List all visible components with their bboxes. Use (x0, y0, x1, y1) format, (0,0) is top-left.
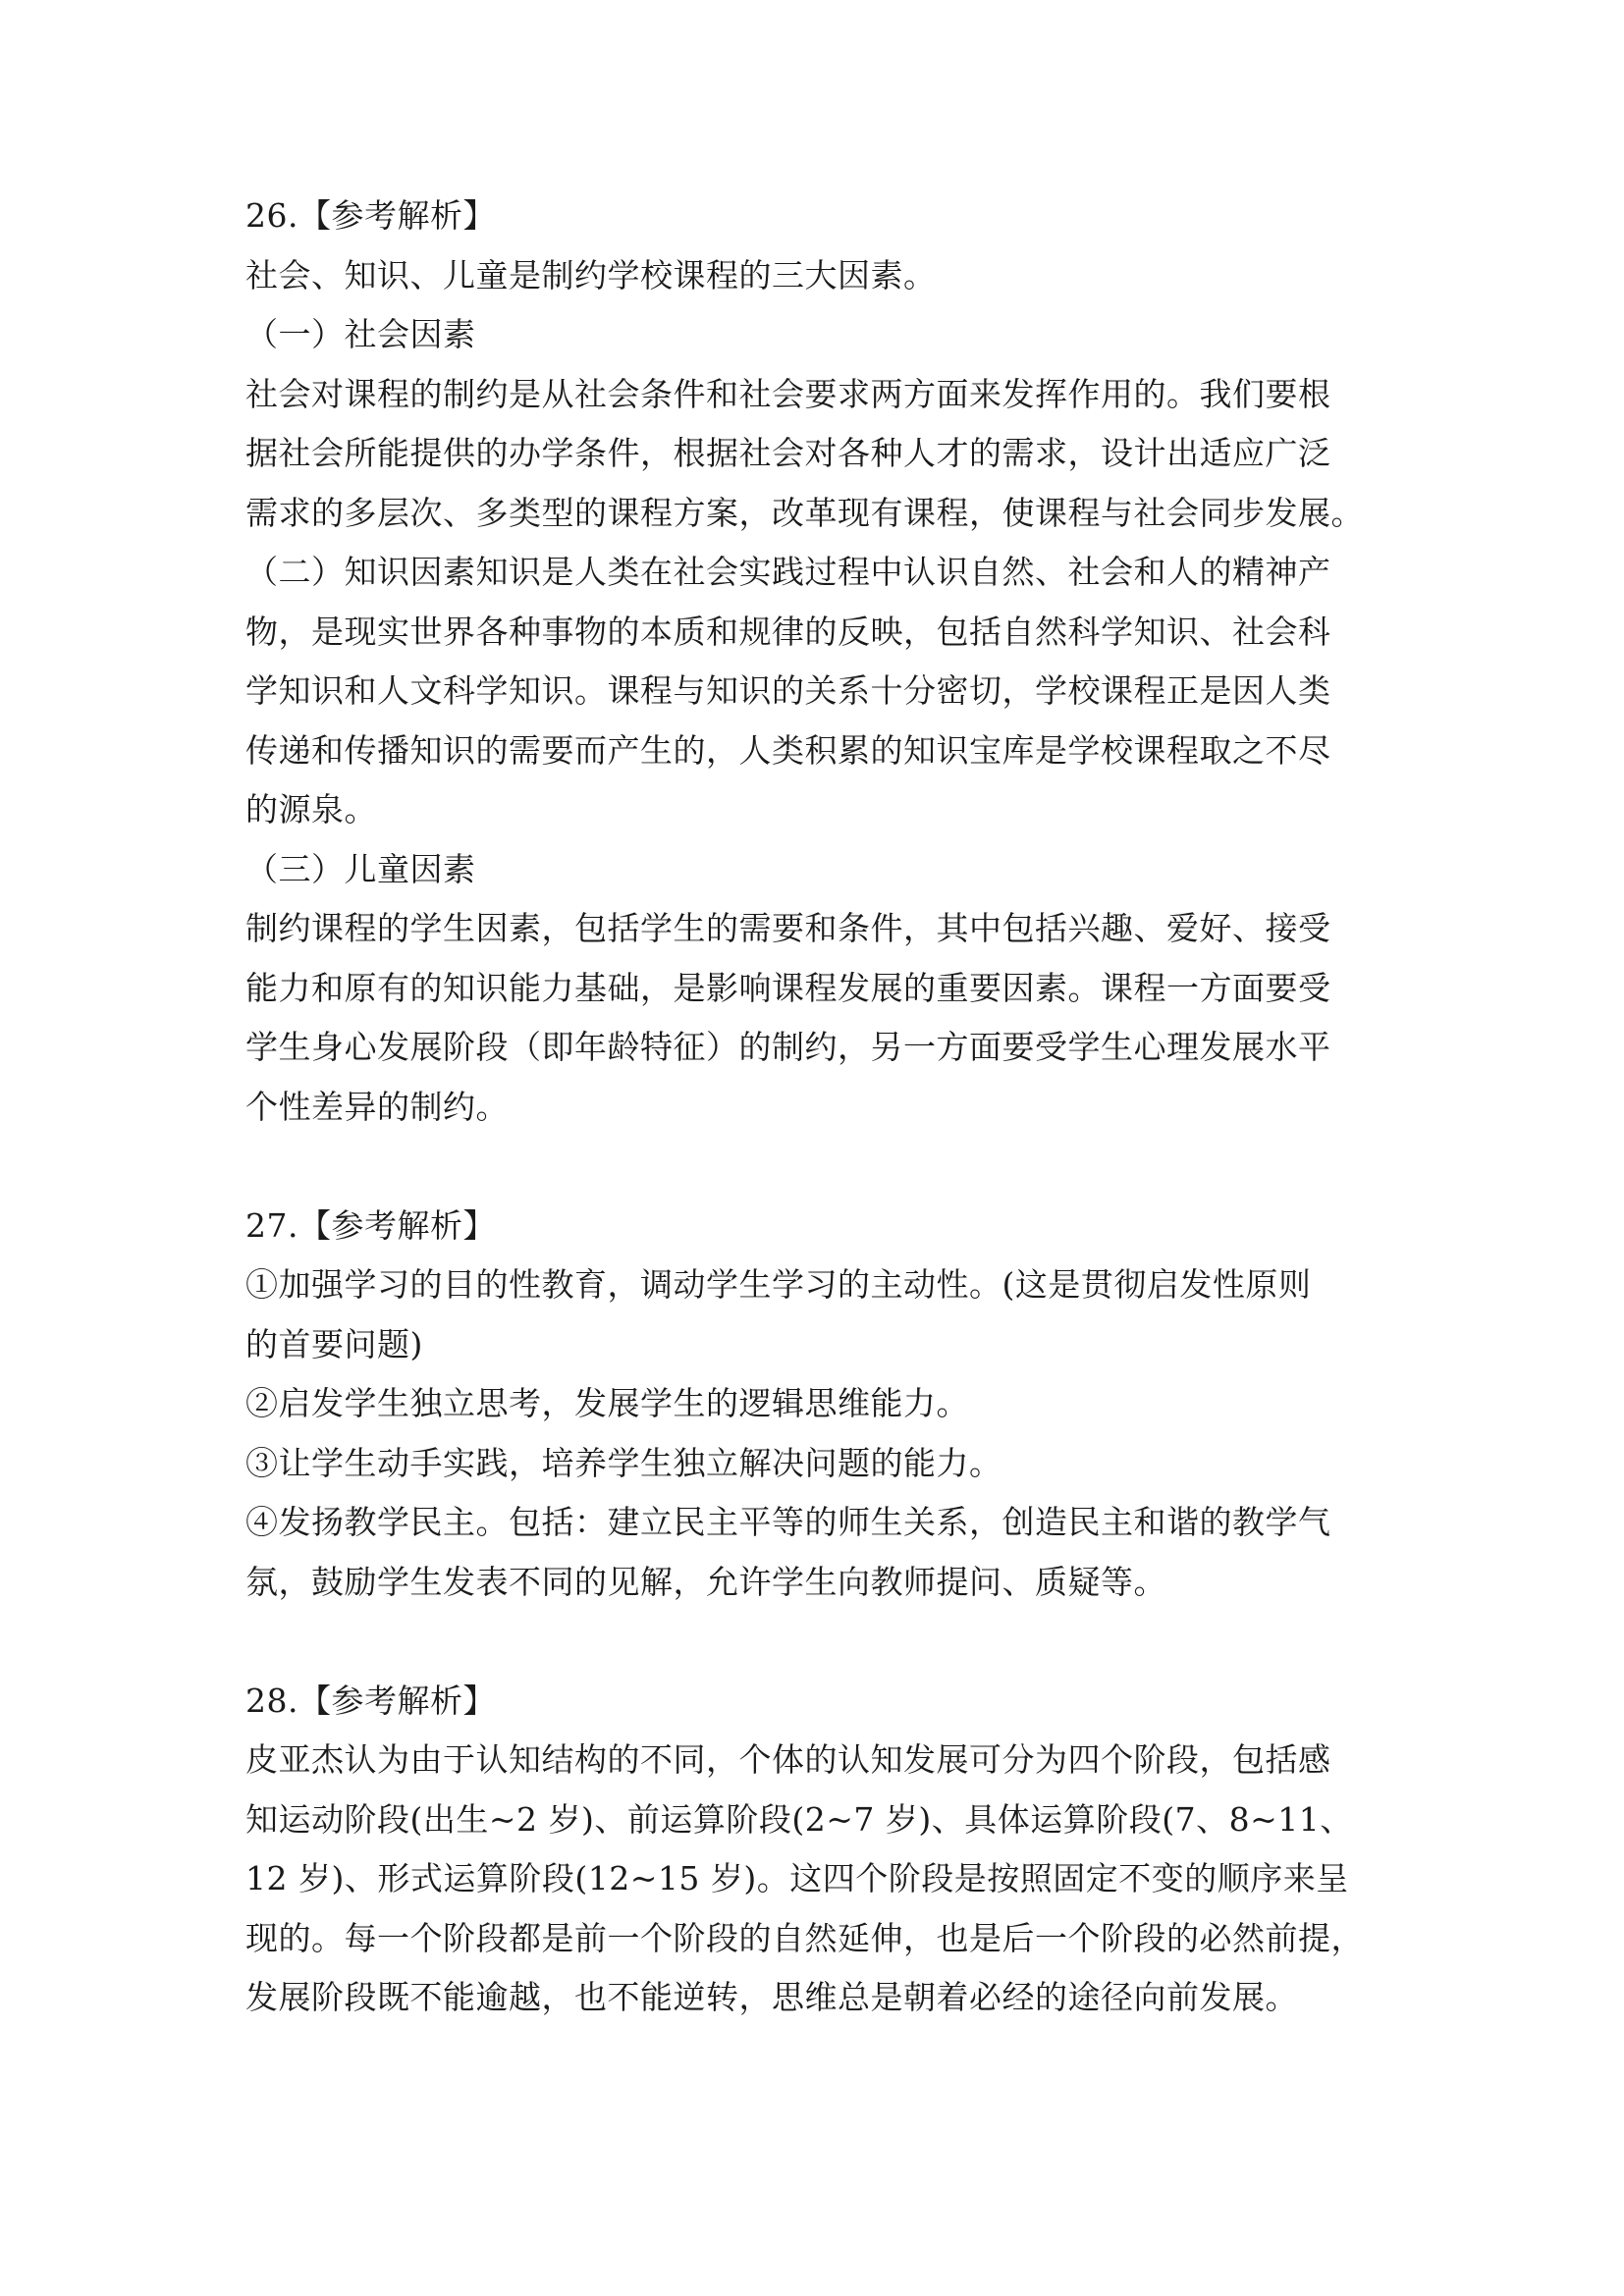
section-title: 26.【参考解析】 (245, 196, 496, 235)
paragraph-line: 12 岁)、形式运算阶段(12~15 岁)。这四个阶段是按照固定不变的顺序来呈 (245, 1859, 1349, 1897)
section-title: 27.【参考解析】 (245, 1205, 496, 1245)
paragraph-line: 氛，鼓励学生发表不同的见解，允许学生向教师提问、质疑等。 (245, 1562, 1166, 1601)
paragraph-line: 皮亚杰认为由于认知结构的不同，个体的认知发展可分为四个阶段，包括感 (245, 1740, 1331, 1779)
paragraph-line: 需求的多层次、多类型的课程方案，改革现有课程，使课程与社会同步发展。 (245, 493, 1364, 532)
paragraph-line: 能力和原有的知识能力基础，是影响课程发展的重要因素。课程一方面要受 (245, 968, 1331, 1007)
section-title: 28.【参考解析】 (245, 1681, 496, 1720)
paragraph-line: ③让学生动手实践，培养学生独立解决问题的能力。 (245, 1443, 1002, 1482)
paragraph-line: 学生身心发展阶段（即年龄特征）的制约，另一方面要受学生心理发展水平 (245, 1028, 1331, 1066)
paragraph-line: （三）儿童因素 (245, 849, 476, 888)
section-spacer (245, 1137, 1389, 1197)
paragraph-line: （一）社会因素 (245, 315, 476, 353)
paragraph-line: 学知识和人文科学知识。课程与知识的关系十分密切，学校课程正是因人类 (245, 671, 1331, 710)
paragraph-line: 的首要问题) (245, 1324, 423, 1363)
paragraph-line: 现的。每一个阶段都是前一个阶段的自然延伸，也是后一个阶段的必然前提， (245, 1918, 1364, 1957)
section-26 (245, 187, 1389, 1137)
paragraph-line: 据社会所能提供的办学条件，根据社会对各种人才的需求，设计出适应广泛 (245, 434, 1331, 472)
paragraph-line: 制约课程的学生因素，包括学生的需要和条件，其中包括兴趣、爱好、接受 (245, 909, 1331, 947)
paragraph-line: ①加强学习的目的性教育，调动学生学习的主动性。(这是贯彻启发性原则 (245, 1265, 1312, 1304)
paragraph-line: ④发扬教学民主。包括：建立民主平等的师生关系，创造民主和谐的教学气 (245, 1503, 1331, 1541)
document-page (245, 187, 1389, 2028)
paragraph-line: 社会对课程的制约是从社会条件和社会要求两方面来发挥作用的。我们要根 (245, 374, 1331, 413)
section-27 (245, 1197, 1389, 1613)
paragraph-line: 发展阶段既不能逾越，也不能逆转，思维总是朝着必经的途径向前发展。 (245, 1978, 1298, 2016)
paragraph-line: 社会、知识、儿童是制约学校课程的三大因素。 (245, 255, 937, 294)
paragraph-line: 知运动阶段(出生~2 岁)、前运算阶段(2~7 岁)、具体运算阶段(7、8~11、 (245, 1799, 1353, 1839)
paragraph-line: 物，是现实世界各种事物的本质和规律的反映，包括自然科学知识、社会科 (245, 612, 1331, 651)
paragraph-line: （二）知识因素知识是人类在社会实践过程中认识自然、社会和人的精神产 (245, 553, 1331, 591)
paragraph-line: 传递和传播知识的需要而产生的，人类积累的知识宝库是学校课程取之不尽 (245, 730, 1331, 770)
paragraph-line: ②启发学生独立思考，发展学生的逻辑思维能力。 (245, 1384, 969, 1422)
paragraph-line: 的源泉。 (245, 790, 377, 828)
section-28 (245, 1672, 1389, 2028)
paragraph-line: 个性差异的制约。 (245, 1087, 509, 1126)
section-spacer (245, 1612, 1389, 1672)
